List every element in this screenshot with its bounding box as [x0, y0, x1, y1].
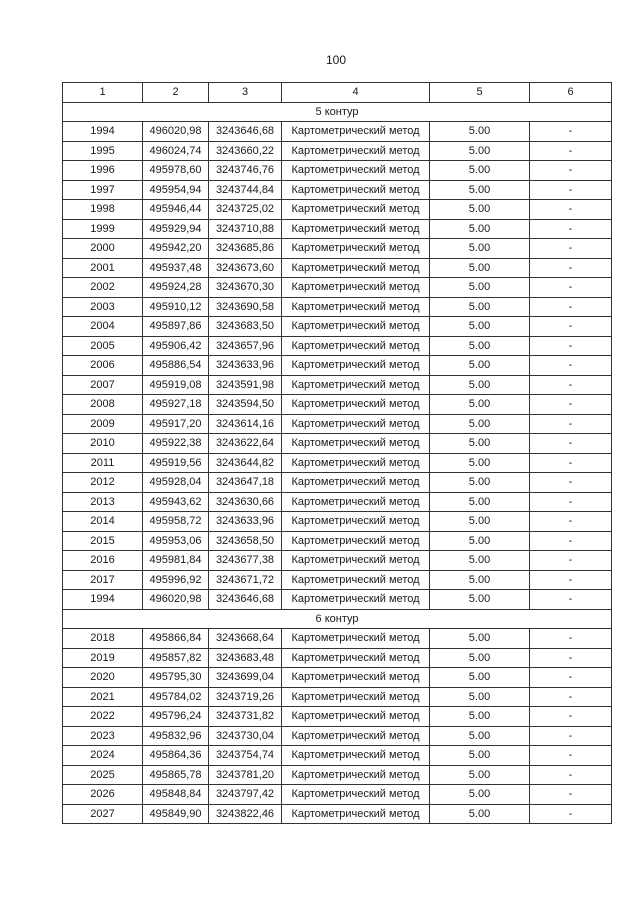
table-row — [63, 473, 612, 493]
note-cell: - — [530, 707, 612, 727]
method-cell: Картометрический метод — [282, 434, 430, 454]
y-coordinate-cell: 3243633,96 — [209, 512, 282, 532]
accuracy-cell: 5.00 — [430, 239, 530, 259]
method-cell: Картометрический метод — [282, 141, 430, 161]
x-coordinate-cell: 495954,94 — [143, 180, 209, 200]
point-number-cell: 2015 — [63, 531, 143, 551]
table-row — [63, 219, 612, 239]
accuracy-cell: 5.00 — [430, 726, 530, 746]
table-row — [63, 687, 612, 707]
method-cell: Картометрический метод — [282, 414, 430, 434]
point-number-cell: 2025 — [63, 765, 143, 785]
accuracy-cell: 5.00 — [430, 258, 530, 278]
accuracy-cell: 5.00 — [430, 200, 530, 220]
x-coordinate-cell: 495864,36 — [143, 746, 209, 766]
method-cell: Картометрический метод — [282, 180, 430, 200]
header-cell: 4 — [282, 83, 430, 103]
note-cell: - — [530, 785, 612, 805]
point-number-cell: 2006 — [63, 356, 143, 376]
note-cell: - — [530, 687, 612, 707]
x-coordinate-cell: 495943,62 — [143, 492, 209, 512]
point-number-cell: 2000 — [63, 239, 143, 259]
y-coordinate-cell: 3243754,74 — [209, 746, 282, 766]
y-coordinate-cell: 3243781,20 — [209, 765, 282, 785]
table-row — [63, 570, 612, 590]
point-number-cell: 1997 — [63, 180, 143, 200]
method-cell: Картометрический метод — [282, 512, 430, 532]
y-coordinate-cell: 3243630,66 — [209, 492, 282, 512]
x-coordinate-cell: 495946,44 — [143, 200, 209, 220]
note-cell: - — [530, 765, 612, 785]
table-row — [63, 395, 612, 415]
note-cell: - — [530, 590, 612, 610]
x-coordinate-cell: 495924,28 — [143, 278, 209, 298]
note-cell: - — [530, 512, 612, 532]
y-coordinate-cell: 3243668,64 — [209, 629, 282, 649]
x-coordinate-cell: 495927,18 — [143, 395, 209, 415]
note-cell: - — [530, 141, 612, 161]
y-coordinate-cell: 3243646,68 — [209, 590, 282, 610]
accuracy-cell: 5.00 — [430, 785, 530, 805]
point-number-cell: 1995 — [63, 141, 143, 161]
point-number-cell: 2024 — [63, 746, 143, 766]
note-cell: - — [530, 239, 612, 259]
table-row — [63, 726, 612, 746]
table-row — [63, 180, 612, 200]
note-cell: - — [530, 746, 612, 766]
method-cell: Картометрический метод — [282, 765, 430, 785]
coordinates-table — [62, 82, 612, 824]
table-row — [63, 531, 612, 551]
x-coordinate-cell: 495886,54 — [143, 356, 209, 376]
y-coordinate-cell: 3243660,22 — [209, 141, 282, 161]
section-header-row — [63, 102, 612, 122]
accuracy-cell: 5.00 — [430, 278, 530, 298]
accuracy-cell: 5.00 — [430, 707, 530, 727]
y-coordinate-cell: 3243673,60 — [209, 258, 282, 278]
method-cell: Картометрический метод — [282, 746, 430, 766]
note-cell: - — [530, 356, 612, 376]
method-cell: Картометрический метод — [282, 804, 430, 824]
method-cell: Картометрический метод — [282, 453, 430, 473]
accuracy-cell: 5.00 — [430, 395, 530, 415]
note-cell: - — [530, 258, 612, 278]
note-cell: - — [530, 531, 612, 551]
table-row — [63, 414, 612, 434]
y-coordinate-cell: 3243614,16 — [209, 414, 282, 434]
note-cell: - — [530, 726, 612, 746]
y-coordinate-cell: 3243657,96 — [209, 336, 282, 356]
point-number-cell: 2027 — [63, 804, 143, 824]
x-coordinate-cell: 495928,04 — [143, 473, 209, 493]
accuracy-cell: 5.00 — [430, 765, 530, 785]
y-coordinate-cell: 3243822,46 — [209, 804, 282, 824]
note-cell: - — [530, 395, 612, 415]
y-coordinate-cell: 3243685,86 — [209, 239, 282, 259]
x-coordinate-cell: 495981,84 — [143, 551, 209, 571]
table-row — [63, 785, 612, 805]
note-cell: - — [530, 414, 612, 434]
method-cell: Картометрический метод — [282, 707, 430, 727]
method-cell: Картометрический метод — [282, 278, 430, 298]
header-cell: 5 — [430, 83, 530, 103]
note-cell: - — [530, 375, 612, 395]
accuracy-cell: 5.00 — [430, 668, 530, 688]
note-cell: - — [530, 122, 612, 142]
y-coordinate-cell: 3243719,26 — [209, 687, 282, 707]
point-number-cell: 1999 — [63, 219, 143, 239]
method-cell: Картометрический метод — [282, 473, 430, 493]
point-number-cell: 2003 — [63, 297, 143, 317]
accuracy-cell: 5.00 — [430, 648, 530, 668]
accuracy-cell: 5.00 — [430, 356, 530, 376]
method-cell: Картометрический метод — [282, 317, 430, 337]
table-row — [63, 551, 612, 571]
y-coordinate-cell: 3243725,02 — [209, 200, 282, 220]
x-coordinate-cell: 495865,78 — [143, 765, 209, 785]
point-number-cell: 2014 — [63, 512, 143, 532]
point-number-cell: 2008 — [63, 395, 143, 415]
accuracy-cell: 5.00 — [430, 551, 530, 571]
x-coordinate-cell: 495919,56 — [143, 453, 209, 473]
accuracy-cell: 5.00 — [430, 375, 530, 395]
table-row — [63, 707, 612, 727]
page-number: 100 — [325, 53, 347, 67]
method-cell: Картометрический метод — [282, 258, 430, 278]
point-number-cell: 2026 — [63, 785, 143, 805]
method-cell: Картометрический метод — [282, 668, 430, 688]
x-coordinate-cell: 495942,20 — [143, 239, 209, 259]
table-row — [63, 317, 612, 337]
y-coordinate-cell: 3243730,04 — [209, 726, 282, 746]
method-cell: Картометрический метод — [282, 356, 430, 376]
method-cell: Картометрический метод — [282, 336, 430, 356]
note-cell: - — [530, 453, 612, 473]
y-coordinate-cell: 3243622,64 — [209, 434, 282, 454]
table-row — [63, 590, 612, 610]
accuracy-cell: 5.00 — [430, 434, 530, 454]
x-coordinate-cell: 496020,98 — [143, 590, 209, 610]
method-cell: Картометрический метод — [282, 590, 430, 610]
accuracy-cell: 5.00 — [430, 317, 530, 337]
table-row — [63, 297, 612, 317]
point-number-cell: 2011 — [63, 453, 143, 473]
method-cell: Картометрический метод — [282, 648, 430, 668]
method-cell: Картометрический метод — [282, 200, 430, 220]
point-number-cell: 2012 — [63, 473, 143, 493]
accuracy-cell: 5.00 — [430, 629, 530, 649]
table-row — [63, 200, 612, 220]
point-number-cell: 1996 — [63, 161, 143, 181]
y-coordinate-cell: 3243646,68 — [209, 122, 282, 142]
point-number-cell: 2002 — [63, 278, 143, 298]
note-cell: - — [530, 668, 612, 688]
note-cell: - — [530, 570, 612, 590]
table-row — [63, 492, 612, 512]
method-cell: Картометрический метод — [282, 161, 430, 181]
method-cell: Картометрический метод — [282, 687, 430, 707]
method-cell: Картометрический метод — [282, 531, 430, 551]
table-row — [63, 668, 612, 688]
y-coordinate-cell: 3243744,84 — [209, 180, 282, 200]
header-cell: 1 — [63, 83, 143, 103]
point-number-cell: 2021 — [63, 687, 143, 707]
point-number-cell: 2010 — [63, 434, 143, 454]
note-cell: - — [530, 200, 612, 220]
header-row — [63, 83, 612, 103]
x-coordinate-cell: 495848,84 — [143, 785, 209, 805]
method-cell: Картометрический метод — [282, 122, 430, 142]
table-row — [63, 804, 612, 824]
point-number-cell: 2009 — [63, 414, 143, 434]
y-coordinate-cell: 3243683,48 — [209, 648, 282, 668]
section-title: 6 контур — [63, 609, 612, 629]
point-number-cell: 2018 — [63, 629, 143, 649]
accuracy-cell: 5.00 — [430, 473, 530, 493]
point-number-cell: 2022 — [63, 707, 143, 727]
point-number-cell: 2001 — [63, 258, 143, 278]
x-coordinate-cell: 495857,82 — [143, 648, 209, 668]
y-coordinate-cell: 3243746,76 — [209, 161, 282, 181]
header-cell: 2 — [143, 83, 209, 103]
point-number-cell: 1998 — [63, 200, 143, 220]
note-cell: - — [530, 648, 612, 668]
point-number-cell: 1994 — [63, 122, 143, 142]
x-coordinate-cell: 495784,02 — [143, 687, 209, 707]
method-cell: Картометрический метод — [282, 551, 430, 571]
table-row — [63, 375, 612, 395]
x-coordinate-cell: 495832,96 — [143, 726, 209, 746]
x-coordinate-cell: 495929,94 — [143, 219, 209, 239]
header-cell: 3 — [209, 83, 282, 103]
accuracy-cell: 5.00 — [430, 512, 530, 532]
note-cell: - — [530, 473, 612, 493]
accuracy-cell: 5.00 — [430, 122, 530, 142]
accuracy-cell: 5.00 — [430, 687, 530, 707]
method-cell: Картометрический метод — [282, 219, 430, 239]
x-coordinate-cell: 495866,84 — [143, 629, 209, 649]
y-coordinate-cell: 3243683,50 — [209, 317, 282, 337]
table-row — [63, 356, 612, 376]
table-body — [63, 83, 612, 824]
accuracy-cell: 5.00 — [430, 492, 530, 512]
method-cell: Картометрический метод — [282, 395, 430, 415]
point-number-cell: 1994 — [63, 590, 143, 610]
x-coordinate-cell: 496024,74 — [143, 141, 209, 161]
point-number-cell: 2013 — [63, 492, 143, 512]
accuracy-cell: 5.00 — [430, 414, 530, 434]
table-row — [63, 453, 612, 473]
note-cell: - — [530, 317, 612, 337]
x-coordinate-cell: 495910,12 — [143, 297, 209, 317]
accuracy-cell: 5.00 — [430, 590, 530, 610]
method-cell: Картометрический метод — [282, 570, 430, 590]
x-coordinate-cell: 495937,48 — [143, 258, 209, 278]
y-coordinate-cell: 3243677,38 — [209, 551, 282, 571]
table-row — [63, 122, 612, 142]
y-coordinate-cell: 3243644,82 — [209, 453, 282, 473]
note-cell: - — [530, 161, 612, 181]
x-coordinate-cell: 495796,24 — [143, 707, 209, 727]
accuracy-cell: 5.00 — [430, 804, 530, 824]
table-row — [63, 278, 612, 298]
method-cell: Картометрический метод — [282, 785, 430, 805]
accuracy-cell: 5.00 — [430, 141, 530, 161]
y-coordinate-cell: 3243658,50 — [209, 531, 282, 551]
y-coordinate-cell: 3243633,96 — [209, 356, 282, 376]
x-coordinate-cell: 495953,06 — [143, 531, 209, 551]
point-number-cell: 2004 — [63, 317, 143, 337]
table-row — [63, 239, 612, 259]
y-coordinate-cell: 3243731,82 — [209, 707, 282, 727]
note-cell: - — [530, 297, 612, 317]
accuracy-cell: 5.00 — [430, 746, 530, 766]
x-coordinate-cell: 496020,98 — [143, 122, 209, 142]
header-cell: 6 — [530, 83, 612, 103]
x-coordinate-cell: 495906,42 — [143, 336, 209, 356]
note-cell: - — [530, 551, 612, 571]
table-row — [63, 161, 612, 181]
accuracy-cell: 5.00 — [430, 297, 530, 317]
x-coordinate-cell: 495922,38 — [143, 434, 209, 454]
x-coordinate-cell: 495795,30 — [143, 668, 209, 688]
accuracy-cell: 5.00 — [430, 180, 530, 200]
x-coordinate-cell: 495978,60 — [143, 161, 209, 181]
note-cell: - — [530, 180, 612, 200]
x-coordinate-cell: 495897,86 — [143, 317, 209, 337]
note-cell: - — [530, 492, 612, 512]
note-cell: - — [530, 804, 612, 824]
x-coordinate-cell: 495958,72 — [143, 512, 209, 532]
y-coordinate-cell: 3243594,50 — [209, 395, 282, 415]
point-number-cell: 2007 — [63, 375, 143, 395]
y-coordinate-cell: 3243591,98 — [209, 375, 282, 395]
point-number-cell: 2019 — [63, 648, 143, 668]
x-coordinate-cell: 495917,20 — [143, 414, 209, 434]
note-cell: - — [530, 629, 612, 649]
y-coordinate-cell: 3243710,88 — [209, 219, 282, 239]
accuracy-cell: 5.00 — [430, 336, 530, 356]
point-number-cell: 2023 — [63, 726, 143, 746]
section-title: 5 контур — [63, 102, 612, 122]
x-coordinate-cell: 495996,92 — [143, 570, 209, 590]
table-row — [63, 336, 612, 356]
method-cell: Картометрический метод — [282, 375, 430, 395]
x-coordinate-cell: 495919,08 — [143, 375, 209, 395]
method-cell: Картометрический метод — [282, 629, 430, 649]
accuracy-cell: 5.00 — [430, 531, 530, 551]
point-number-cell: 2017 — [63, 570, 143, 590]
y-coordinate-cell: 3243670,30 — [209, 278, 282, 298]
accuracy-cell: 5.00 — [430, 161, 530, 181]
note-cell: - — [530, 278, 612, 298]
accuracy-cell: 5.00 — [430, 219, 530, 239]
method-cell: Картометрический метод — [282, 492, 430, 512]
table-row — [63, 258, 612, 278]
table-row — [63, 512, 612, 532]
table-row — [63, 629, 612, 649]
accuracy-cell: 5.00 — [430, 453, 530, 473]
y-coordinate-cell: 3243647,18 — [209, 473, 282, 493]
point-number-cell: 2016 — [63, 551, 143, 571]
table-row — [63, 648, 612, 668]
point-number-cell: 2020 — [63, 668, 143, 688]
point-number-cell: 2005 — [63, 336, 143, 356]
note-cell: - — [530, 434, 612, 454]
method-cell: Картометрический метод — [282, 726, 430, 746]
table-row — [63, 141, 612, 161]
y-coordinate-cell: 3243671,72 — [209, 570, 282, 590]
table-row — [63, 434, 612, 454]
accuracy-cell: 5.00 — [430, 570, 530, 590]
x-coordinate-cell: 495849,90 — [143, 804, 209, 824]
method-cell: Картометрический метод — [282, 239, 430, 259]
note-cell: - — [530, 219, 612, 239]
table-row — [63, 746, 612, 766]
table-row — [63, 765, 612, 785]
y-coordinate-cell: 3243690,58 — [209, 297, 282, 317]
y-coordinate-cell: 3243797,42 — [209, 785, 282, 805]
y-coordinate-cell: 3243699,04 — [209, 668, 282, 688]
note-cell: - — [530, 336, 612, 356]
method-cell: Картометрический метод — [282, 297, 430, 317]
section-header-row — [63, 609, 612, 629]
